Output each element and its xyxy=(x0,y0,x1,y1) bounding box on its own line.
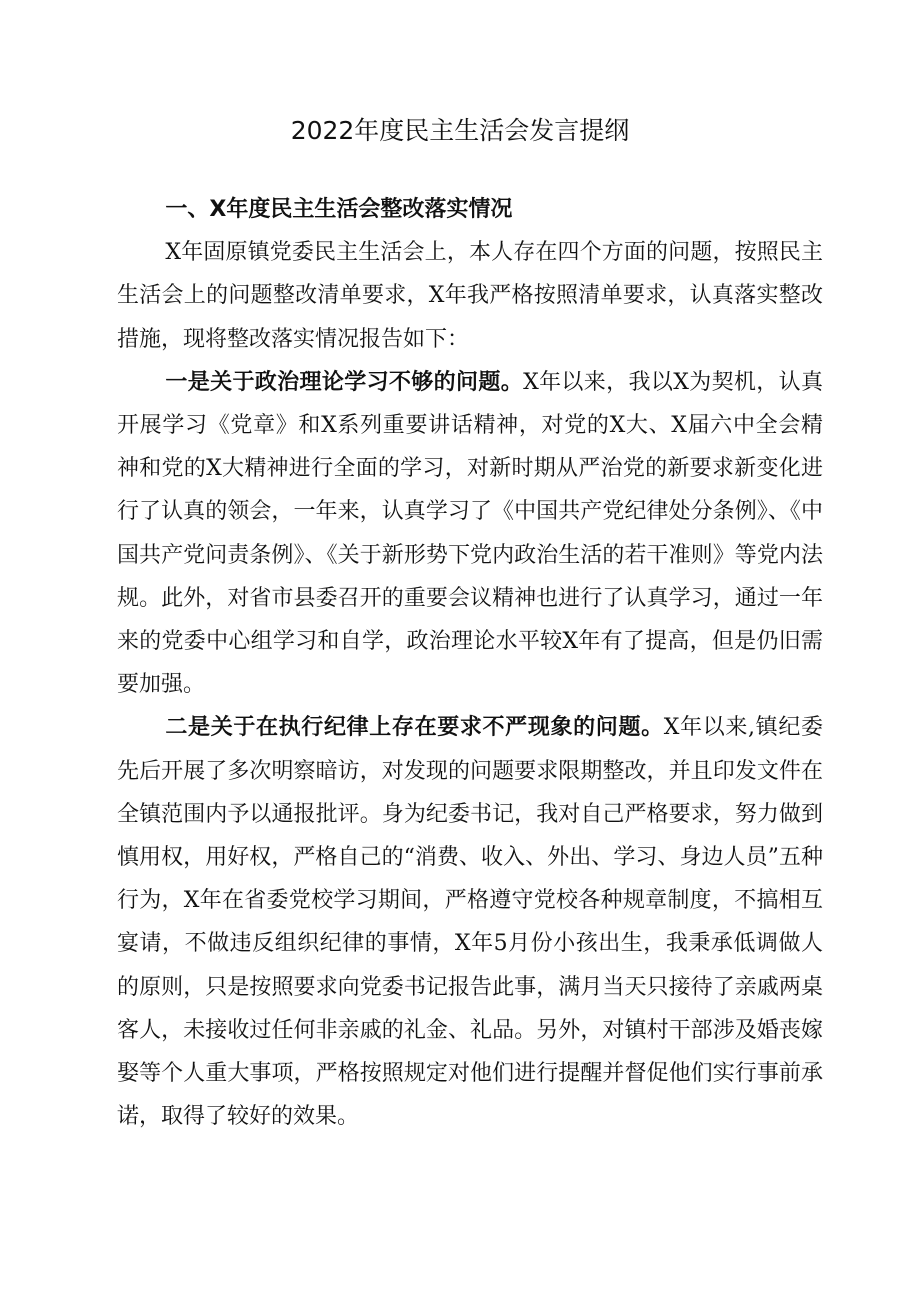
paragraph-political-study-lead: 一是关于政治理论学习不够的问题。 xyxy=(165,369,524,395)
document-title: 2022年度民主生活会发言提纲 xyxy=(290,116,630,145)
paragraph-discipline-lead: 二是关于在执行纪律上存在要求不严现象的问题。 xyxy=(165,715,664,741)
paragraph-intro xyxy=(117,231,823,361)
paragraph-intro-text: X年固原镇党委民主生活会上，本人存在四个方面的问题，按照民主生活会上的问题整改清单要求，X年我严格按照清单要求，认真落实整改措施，现将整改落实情况报告如下： xyxy=(117,240,823,352)
paragraph-discipline-text: X年以来,镇纪委先后开展了多次明察暗访，对发现的问题要求限期整改，并且印发文件在全镇范围内予以通报批评。身为纪委书记，我对自己严格要求，努力做到慎用权，用好权，严格自己的“消费、收入、外出、学习、身边人员”五种行为，X年在省委党校学习期间，严格遵守党校各种规章制度，不搞相互宴请，不做违反组织纪律的事情，X年5月份小孩出生，我秉承低调做人的原则，只是按照要求向党委书记报告此事，满月当天只接待了亲戚两桌客人，未接收过任何非亲戚的礼金、礼品。另外，对镇村干部涉及婚丧嫁娶等个人重大事项，严格按照规定对他们进行提醒并督促他们实行事前承诺，取得了较好的效果。 xyxy=(117,715,823,1130)
paragraph-discipline xyxy=(117,706,823,1138)
document-body xyxy=(117,188,823,1138)
section-heading: 一、X年度民主生活会整改落实情况 xyxy=(165,197,513,222)
paragraph-political-study xyxy=(117,361,823,707)
paragraph-political-study-text: X年以来，我以X为契机，认真开展学习《党章》和X系列重要讲话精神，对党的X大、X届六中全会精神和党的X大精神进行全面的学习，对新时期从严治党的新要求新变化进行了认真的领会，一年来，认真学习了《中国共产党纪律处分条例》、《中国共产党问责条例》、《关于新形势下党内政治生活的若干准则》等党内法规。此外，对省市县委召开的重要会议精神也进行了认真学习，通过一年来的党委中心组学习和自学，政治理论水平较X年有了提高，但是仍旧需要加强。 xyxy=(117,369,823,698)
